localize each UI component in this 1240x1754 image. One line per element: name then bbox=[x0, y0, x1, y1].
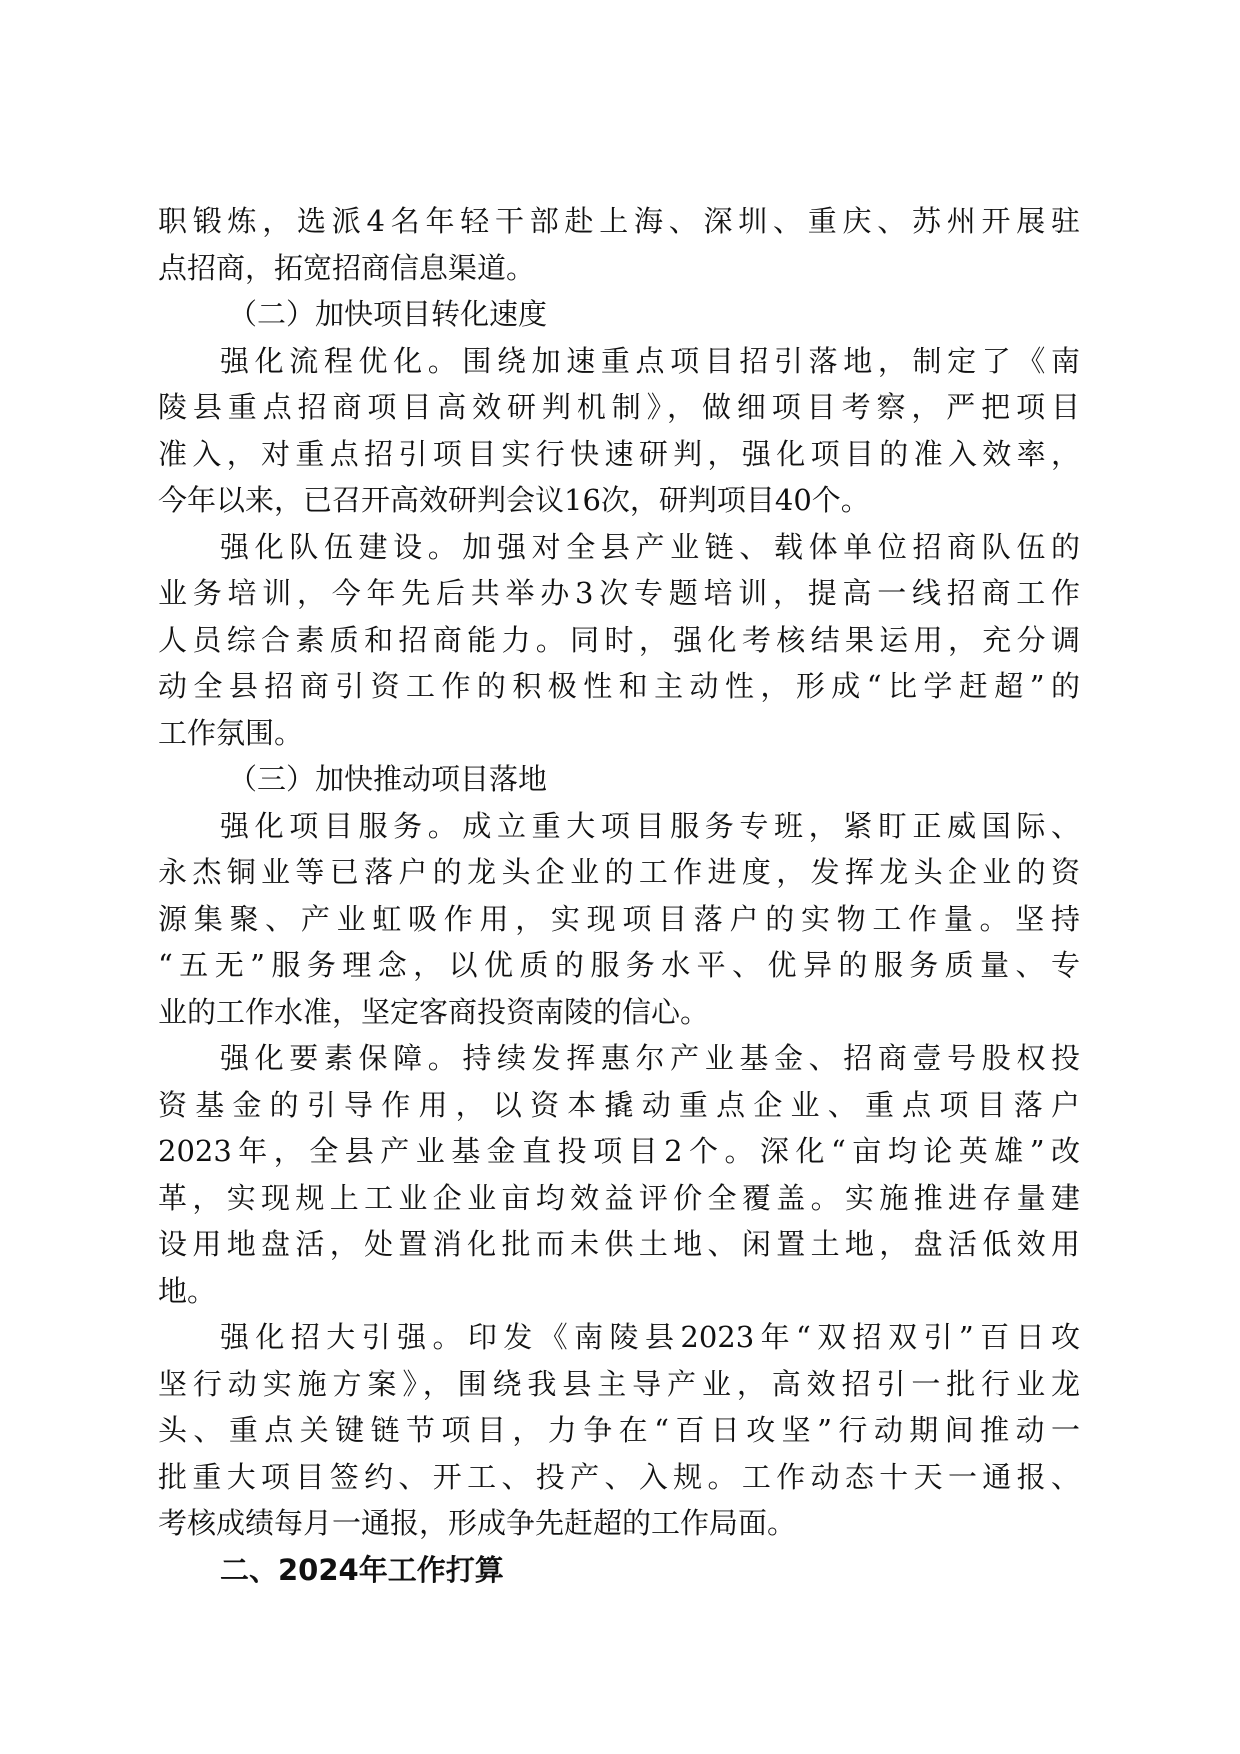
text-line: 革，实现规上工业企业亩均效益评价全覆盖。实施推进存量建 bbox=[158, 1180, 1080, 1215]
text-line: 职锻炼，选派4名年轻干部赴上海、深圳、重庆、苏州开展驻 bbox=[158, 204, 1080, 238]
text-line: 强化要素保障。持续发挥惠尔产业基金、招商壹号股权投 bbox=[220, 1041, 1080, 1075]
part-heading-2024-plan: 二、2024年工作打算 bbox=[220, 1552, 504, 1587]
text-line: 强化流程优化。围绕加速重点项目招引落地，制定了《南 bbox=[220, 343, 1080, 378]
text-line: 设用地盘活，处置消化批而未供土地、闲置土地，盘活低效用 bbox=[158, 1227, 1080, 1261]
text-line: 源集聚、产业虹吸作用，实现项目落户的实物工作量。坚持 bbox=[158, 901, 1080, 936]
document-page bbox=[158, 198, 1080, 1593]
text-line: “五无”服务理念，以优质的服务水平、优异的服务质量、专 bbox=[158, 948, 1080, 982]
text-line: 地。 bbox=[158, 1273, 217, 1308]
text-line: 工作氛围。 bbox=[158, 715, 304, 750]
text-line: 强化项目服务。成立重大项目服务专班，紧盯正威国际、 bbox=[220, 808, 1080, 843]
text-line: 强化招大引强。印发《南陵县2023年“双招双引”百日攻 bbox=[220, 1320, 1080, 1354]
text-line: 资基金的引导作用，以资本撬动重点企业、重点项目落户 bbox=[158, 1087, 1080, 1122]
text-line: 考核成绩每月一通报，形成争先赶超的工作局面。 bbox=[158, 1506, 797, 1540]
text-line: 业务培训，今年先后共举办3次专题培训，提高一线招商工作 bbox=[158, 576, 1080, 610]
intro-paragraph bbox=[158, 198, 1080, 291]
text-line: 业的工作水准，坚定客商投资南陵的信心。 bbox=[158, 994, 710, 1029]
text-line: 陵县重点招商项目高效研判机制》，做细项目考察，严把项目 bbox=[158, 390, 1080, 424]
text-line: 今年以来，已召开高效研判会议16次，研判项目40个。 bbox=[158, 483, 870, 517]
section-heading-2: （二）加快项目转化速度 bbox=[228, 297, 548, 331]
text-line: 准入，对重点招引项目实行快速研判，强化项目的准入效率， bbox=[158, 436, 1080, 471]
text-line: 永杰铜业等已落户的龙头企业的工作进度，发挥龙头企业的资 bbox=[158, 855, 1080, 889]
text-line: 强化队伍建设。加强对全县产业链、载体单位招商队伍的 bbox=[220, 529, 1080, 564]
paragraph-factor-guarantee bbox=[158, 1035, 1080, 1314]
paragraph-process-optimization bbox=[158, 338, 1080, 524]
text-line: 动全县招商引资工作的积极性和主动性，形成“比学赶超”的 bbox=[158, 669, 1080, 703]
text-line: 头、重点关键链节项目，力争在“百日攻坚”行动期间推动一 bbox=[158, 1413, 1080, 1447]
section-heading-3: （三）加快推动项目落地 bbox=[228, 762, 548, 796]
paragraph-attract-major bbox=[158, 1314, 1080, 1547]
text-line: 点招商，拓宽招商信息渠道。 bbox=[158, 250, 536, 285]
text-line: 批重大项目签约、开工、投产、入规。工作动态十天一通报、 bbox=[158, 1459, 1080, 1494]
text-line: 2023年，全县产业基金直投项目2个。深化“亩均论英雄”改 bbox=[158, 1134, 1080, 1168]
paragraph-team-building bbox=[158, 524, 1080, 757]
text-line: 人员综合素质和招商能力。同时，强化考核结果运用，充分调 bbox=[158, 622, 1080, 657]
text-line: 坚行动实施方案》，围绕我县主导产业，高效招引一批行业龙 bbox=[158, 1366, 1080, 1401]
paragraph-project-service bbox=[158, 803, 1080, 1036]
